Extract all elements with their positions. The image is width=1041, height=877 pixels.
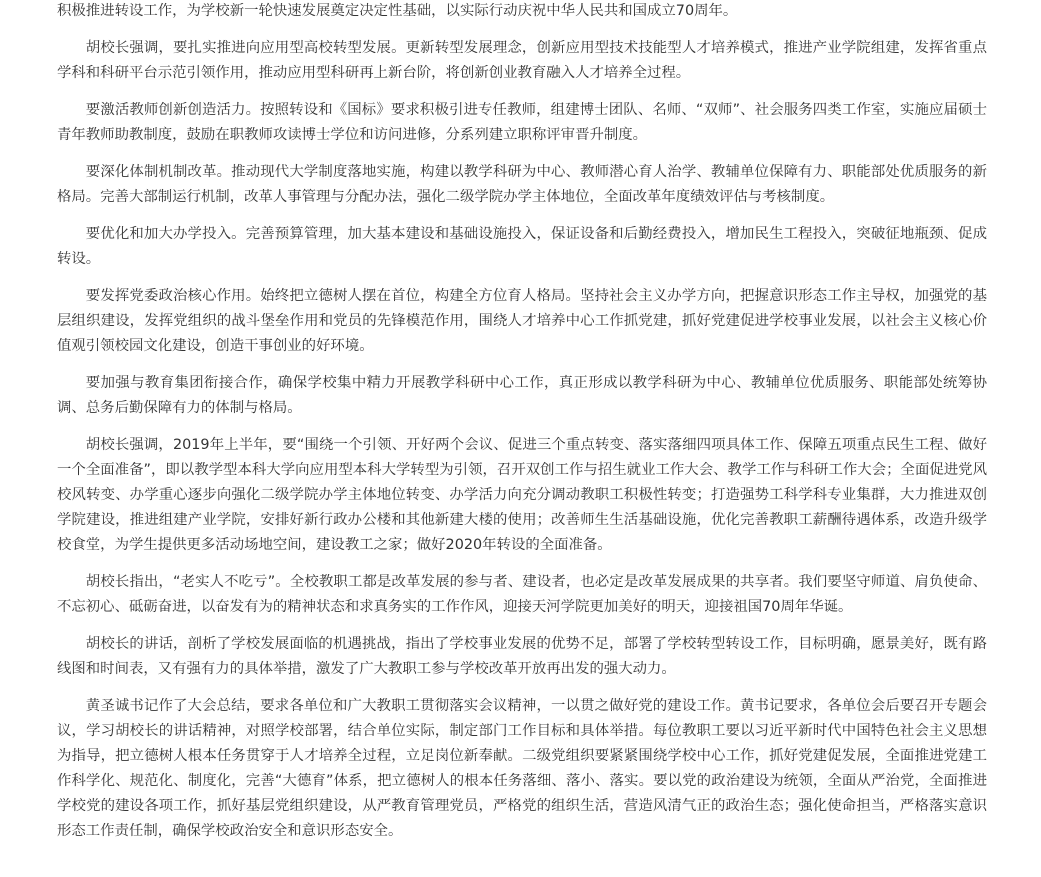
- paragraph-speech-summary: 胡校长的讲话，剖析了学校发展面临的机遇挑战，指出了学校事业发展的优势不足，部署了学校转型转设工作，目标明确，愿景美好，既有路线图和时间表，又有强有力的具体举措，激发了广大教职工参与学校改革开放再出发的强大动力。: [57, 636, 987, 677]
- paragraph-party-committee: 要发挥党委政治核心作用。始终把立德树人摆在首位，构建全方位育人格局。坚持社会主义办学方向，把握意识形态工作主导权，加强党的基层组织建设，发挥党组织的战斗堡垒作用和党员的先锋模范作用，围绕人才培养中心工作抓党建，抓好党建促进学校事业发展，以社会主义核心价值观引领校园文化建设，创造干事创业的好环境。: [57, 288, 987, 354]
- paragraph-secretary-conclusion: 黄圣诚书记作了大会总结，要求各单位和广大教职工贯彻落实会议精神，一以贯之做好党的建设工作。黄书记要求，各单位会后要召开专题会议，学习胡校长的讲话精神，对照学校部署，结合单位实际，制定部门工作目标和具体举措。每位教职工要以习近平新时代中国特色社会主义思想为指导，把立德树人根本任务贯穿于人才培养全过程，立足岗位新奉献。二级党组织要紧紧围绕学校中心工作，抓好党建促发展，全面推进党建工作科学化、规范化、制度化，完善“大德育”体系，把立德树人的根本任务落细、落小、落实。要以党的政治建设为统领，全面从严治党，全面推进学校党的建设各项工作，抓好基层党组织建设，从严教育管理党员，严格党的组织生活，营造风清气正的政治生态；强化使命担当，严格落实意识形态工作责任制，确保学校政治安全和意识形态安全。: [57, 698, 987, 839]
- paragraph-education-group: 要加强与教育集团衔接合作，确保学校集中精力开展教学科研中心工作，真正形成以教学科研为中心、教辅单位优质服务、职能部处统筹协调、总务后勤保障有力的体制与格局。: [57, 375, 987, 416]
- paragraph-investment: 要优化和加大办学投入。完善预算管理，加大基本建设和基础设施投入，保证设备和后勤经费投入，增加民生工程投入，突破征地瓶颈、促成转设。: [57, 226, 987, 267]
- paragraph-institutional-reform: 要深化体制机制改革。推动现代大学制度落地实施，构建以教学科研为中心、教师潜心育人治学、教辅单位保障有力、职能部处优质服务的新格局。完善大部制运行机制，改革人事管理与分配办法，强化二级学院办学主体地位，全面改革年度绩效评估与考核制度。: [57, 164, 987, 205]
- paragraph-2019-plan: 胡校长强调，2019年上半年，要“围绕一个引领、开好两个会议、促进三个重点转变、落实落细四项具体工作、保障五项重点民生工程、做好一个全面准备”，即以教学型本科大学向应用型本科大学转型为引领，召开双创工作与招生就业工作大会、教学工作与科研工作大会；全面促进党风校风转变、办学重心逐步向强化二级学院办学主体地位转变、办学活力向充分调动教职工积极性转变；打造强势工科学科专业集群，大力推进双创学院建设，推进组建产业学院，安排好新行政办公楼和其他新建大楼的使用；改善师生生活基础设施，优化完善教职工薪酬待遇体系，改造升级学校食堂，为学生提供更多活动场地空间，建设教工之家；做好2020年转设的全面准备。: [57, 437, 987, 553]
- paragraph-honest-people: 胡校长指出，“老实人不吃亏”。全校教职工都是改革发展的参与者、建设者，也必定是改革发展成果的共享者。我们要坚守师道、肩负使命、不忘初心、砥砺奋进，以奋发有为的精神状态和求真务实的工作作风，迎接天河学院更加美好的明天，迎接祖国70周年华诞。: [57, 574, 987, 615]
- paragraph-continuation: 积极推进转设工作，为学校新一轮快速发展奠定决定性基础，以实际行动庆祝中华人民共和国成立70周年。: [57, 3, 738, 19]
- paragraph-teachers: 要激活教师创新创造活力。按照转设和《国标》要求积极引进专任教师，组建博士团队、名师、“双师”、社会服务四类工作室，实施应届硕士青年教师助教制度，鼓励在职教师攻读博士学位和访问进修，分系列建立职称评审晋升制度。: [57, 102, 987, 143]
- paragraph-transformation: 胡校长强调，要扎实推进向应用型高校转型发展。更新转型发展理念，创新应用型技术技能型人才培养模式，推进产业学院组建，发挥省重点学科和科研平台示范引领作用，推动应用型科研再上新台阶，将创新创业教育融入人才培养全过程。: [57, 40, 987, 81]
- article-body: [57, 0, 987, 856]
